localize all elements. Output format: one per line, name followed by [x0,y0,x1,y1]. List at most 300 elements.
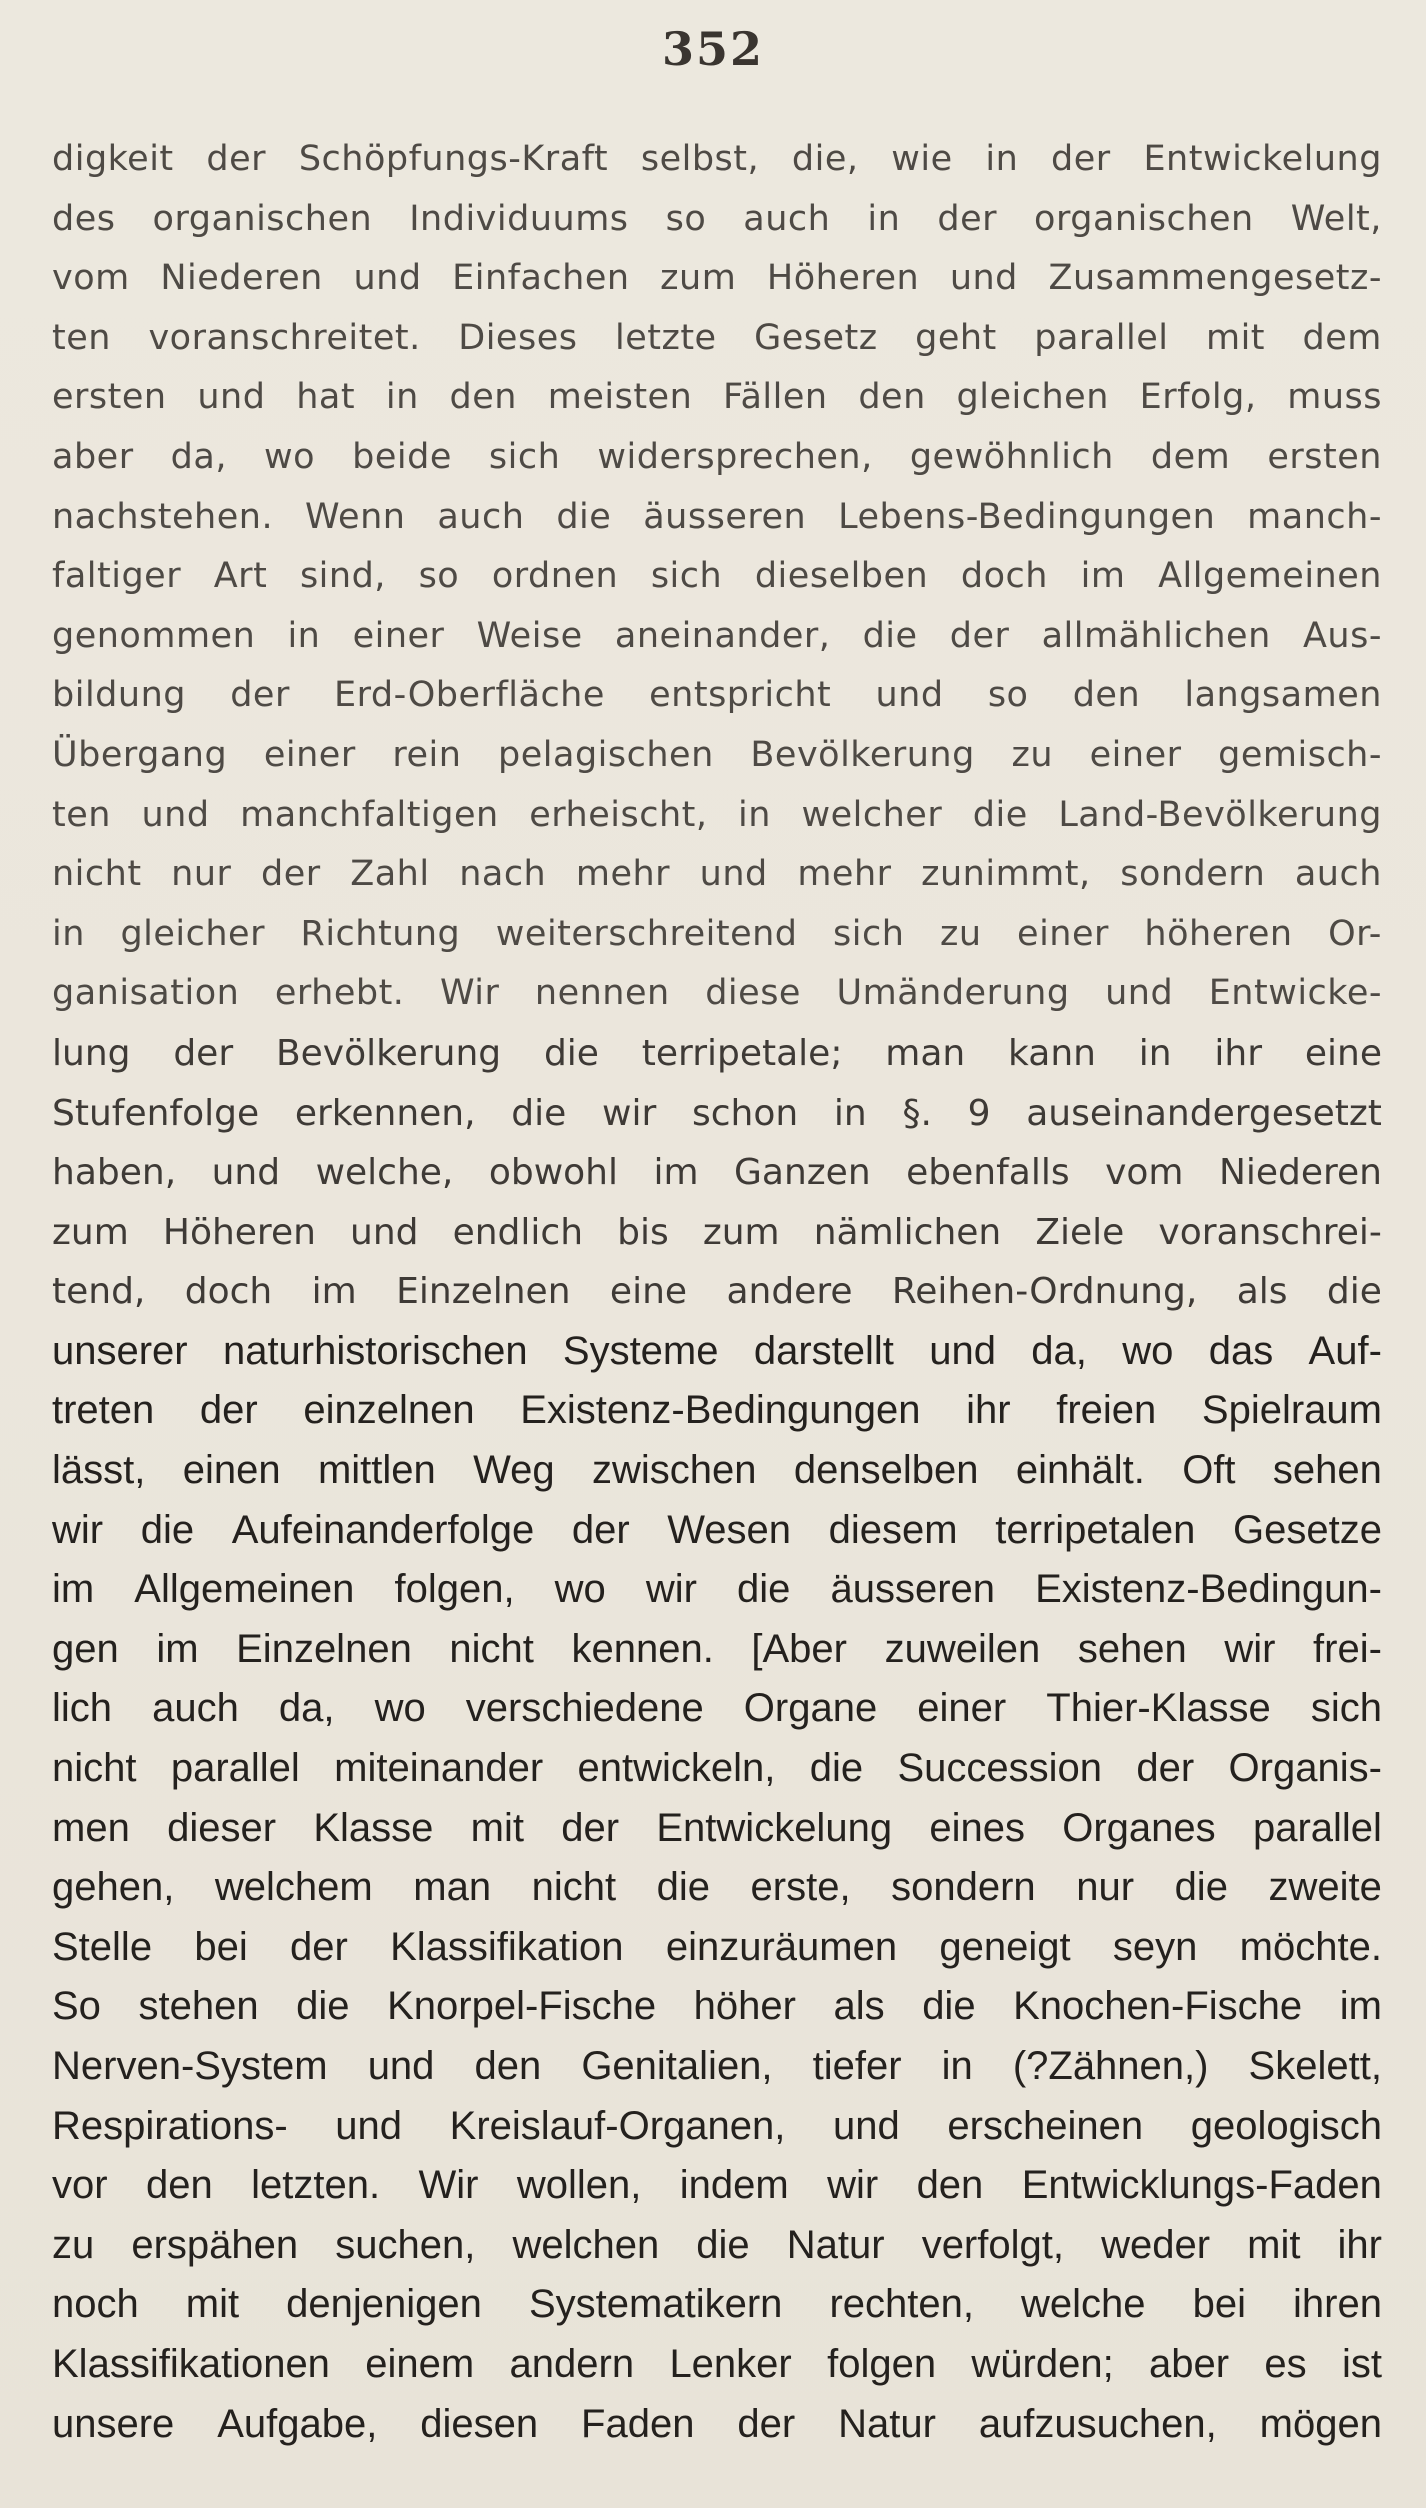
word: und [367,2044,435,2088]
word: welchem [214,1865,373,1910]
word: sehen [1272,1448,1382,1493]
word: parallel [1252,1805,1382,1850]
word: mehr [797,854,892,895]
word: voranschrei- [1158,1211,1382,1253]
word: nur [171,854,232,895]
word: indem [679,2163,789,2208]
word: unserer [52,1328,188,1373]
word: aufzusuchen, [978,2401,1217,2446]
word: lässt, [52,1448,146,1493]
text-line [52,2395,1382,2455]
text-line [52,2156,1382,2216]
word: Aus- [1302,615,1382,656]
text-line [52,1977,1382,2037]
text-line [52,2097,1382,2157]
word: Systeme [562,1328,719,1373]
word: (?Zähnen,) [1012,2044,1209,2088]
word: in [287,615,321,656]
word: äusseren [643,496,807,537]
text-line [52,1918,1382,1978]
text-line [52,607,1382,667]
word: und [197,377,266,418]
word: als [833,1984,885,2029]
word: zweite [1268,1865,1382,1910]
word: und [875,675,944,716]
word: Organe [743,1686,878,1731]
word: möchte. [1239,1924,1382,1969]
text-line [52,1560,1382,1620]
word: ten [52,317,111,358]
word: Existenz-Bedingungen [520,1388,921,1433]
word: genommen [52,615,256,656]
word: sondern [891,1865,1036,1910]
word: aneinander, [614,615,831,656]
word: Systematikern [528,2282,783,2327]
word: Umänderung [836,973,1070,1014]
word: Reihen-Ordnung, [891,1271,1198,1313]
page-number: 352 [661,22,765,76]
word: nennen [534,973,670,1014]
word: erscheinen [947,2103,1144,2148]
word: widersprechen, [597,436,873,477]
word: muss [1287,377,1382,418]
word: diese [705,973,801,1014]
text-line [52,2216,1382,2276]
word: hat [296,377,356,418]
word: und [335,2103,403,2148]
word: Richtung [300,913,461,954]
text-line [52,726,1382,786]
word: Weise [476,615,583,656]
word: geht [915,317,997,358]
word: nicht [531,1865,617,1910]
word: Faden [581,2401,695,2446]
word: mehr [575,854,671,895]
word: dem [1302,317,1382,358]
word: der [261,854,321,895]
word: vor [52,2163,108,2208]
text-line [52,1679,1382,1739]
word: geneigt [939,1924,1071,1969]
body-text [52,130,1382,2454]
word: folgen [827,2341,937,2386]
word: weiterschreitend [495,913,798,954]
word: im [1339,1984,1382,2029]
word: verfolgt, [921,2222,1064,2267]
word: parallel [170,1746,300,1791]
word: auch [437,496,525,537]
word: Respirations- [52,2103,288,2148]
word: in [867,198,901,239]
word: frei- [1313,1626,1382,1671]
word: Welt, [1290,198,1382,239]
word: die [543,1032,599,1074]
word: mit [1247,2222,1301,2267]
word: diesem [828,1507,958,1552]
word: entspricht [649,675,832,716]
word: Natur [838,2401,936,2446]
word: voranschreitet. [148,317,421,358]
word: und [929,1328,996,1373]
word: und [1105,973,1174,1014]
word: wo [264,436,316,477]
word: ersten [1267,436,1382,477]
word: sondern [1120,854,1266,895]
word: der [199,1388,258,1433]
text-line [52,1084,1382,1144]
word: eines [929,1805,1025,1850]
word: Aufeinanderfolge [231,1507,535,1552]
text-line [52,1441,1382,1501]
word: wir [827,2163,879,2208]
word: unsere [52,2401,175,2446]
word: einhält. [1015,1448,1145,1493]
word: ersten [52,377,167,418]
word: nach [459,854,547,895]
word: manchfaltigen [240,794,499,835]
word: die [922,1984,976,2029]
word: Entwickelung [1143,139,1382,179]
word: 9 [967,1092,991,1134]
text-line [52,1381,1382,1441]
text-line [52,1262,1382,1322]
word: wir [645,1567,697,1612]
word: zum [52,1211,129,1253]
text-line [52,845,1382,905]
word: das [1208,1328,1274,1373]
word: ordnen [491,556,619,597]
word: rechten, [829,2282,974,2327]
word: wo [374,1686,426,1731]
word: wo [1122,1328,1174,1373]
text-line [52,2335,1382,2395]
word: der [737,2401,796,2446]
text-line [52,1620,1382,1680]
word: einer [1017,913,1109,954]
word: welcher [801,794,943,835]
word: Wir [418,2163,479,2208]
word: ihren [1293,2282,1382,2327]
word: des [52,198,116,239]
word: Skelett, [1248,2044,1382,2088]
word: lung [52,1032,131,1074]
word: Genitalien, [581,2044,773,2088]
word: Höheren [162,1211,316,1253]
word: treten [52,1388,155,1433]
word: kennen. [571,1626,714,1671]
text-line [52,1203,1382,1263]
word: parallel [1034,317,1169,358]
word: sehen [1077,1626,1187,1671]
text-line [52,249,1382,309]
word: in [985,139,1019,179]
word: der [230,675,290,716]
word: aber [52,436,134,477]
word: organischen [1034,198,1254,239]
word: zu [1011,734,1054,775]
word: §. [902,1092,932,1134]
word: man [413,1865,492,1910]
word: den [474,2044,542,2088]
text-line [52,547,1382,607]
word: einer [352,615,445,656]
word: Land-Bevölkerung [1058,794,1382,835]
word: Spielraum [1201,1388,1382,1433]
word: stehen [138,1984,259,2029]
word: auch [743,198,831,239]
word: bei [1192,2282,1246,2327]
word: nicht [52,854,142,895]
word: Weg [473,1448,555,1493]
word: meisten [547,377,693,418]
word: Thier-Klasse [1046,1686,1271,1731]
word: kann [1008,1032,1096,1074]
word: den [449,377,517,418]
word: tiefer [812,2044,902,2088]
word: sich [650,556,723,597]
text-line [52,2037,1382,2097]
word: faltiger [52,556,182,597]
word: Zusammengesetz- [1048,258,1382,299]
word: welchen [512,2222,660,2267]
word: Erd-Oberfläche [334,675,605,716]
word: sich [1310,1686,1382,1731]
text-line [52,190,1382,250]
word: die [862,615,918,656]
word: weder [1101,2222,1211,2267]
word: Erfolg, [1139,377,1257,418]
word: tend, [52,1271,146,1313]
word: im [653,1152,699,1194]
word: wir [52,1507,104,1552]
word: im [52,1567,95,1612]
word: So [52,1984,101,2029]
word: nachstehen. [52,496,274,537]
word: nicht [52,1746,137,1791]
word: und [350,1211,419,1253]
word: und [699,854,768,895]
word: beide [352,436,452,477]
word: gemisch- [1218,734,1382,775]
word: einem [365,2341,475,2386]
word: suchen, [335,2222,476,2267]
word: Kreislauf-Organen, [449,2103,786,2148]
word: einzuräumen [665,1924,898,1969]
word: und [833,2103,900,2148]
word: im [1080,556,1126,597]
word: diesen [420,2401,539,2446]
word: letzte [614,317,717,358]
word: ihr [966,1388,1011,1433]
word: Existenz-Bedingun- [1035,1567,1382,1612]
word: seyn [1112,1924,1198,1969]
text-line [52,905,1382,965]
text-line [52,1739,1382,1799]
word: entwickeln, [577,1746,776,1791]
word: digkeit [52,139,174,179]
word: und [353,258,422,299]
word: mittlen [317,1448,436,1493]
word: da, [170,436,227,477]
word: terripetalen [995,1507,1196,1552]
word: Organes [1062,1805,1216,1850]
word: ebenfalls [906,1152,1070,1194]
word: im [311,1271,357,1313]
word: gleicher [120,913,265,954]
word: sich [488,436,561,477]
word: Einzelnen [396,1271,571,1313]
word: in [941,2044,973,2088]
text-line [52,309,1382,369]
word: Klassifikation [390,1924,624,1969]
word: zum [702,1211,780,1253]
word: wollen, [516,2163,642,2208]
word: Lenker [669,2341,792,2386]
word: Individuums [409,198,629,239]
word: schon [691,1092,799,1134]
text-line [52,2275,1382,2335]
word: freien [1056,1388,1157,1433]
word: die [656,1865,711,1910]
word: aber [1149,2341,1230,2386]
word: nur [1076,1865,1135,1910]
word: höher [693,1984,796,2029]
word: die [511,1092,567,1134]
word: Schöpfungs-Kraft [298,139,609,179]
word: nicht [449,1626,534,1671]
word: Entwickelung [656,1805,893,1850]
word: Allgemeinen [1158,556,1382,597]
word: organischen [152,198,373,239]
word: Or- [1328,913,1382,954]
word: da, [1031,1328,1087,1373]
word: dieser [167,1805,277,1850]
word: Klasse [313,1805,434,1850]
word: Knorpel-Fische [387,1984,657,2029]
word: die, [791,139,859,179]
word: ten [52,794,111,835]
word: ihr [1214,1032,1263,1074]
word: Auf- [1308,1328,1382,1373]
word: Einzelnen [236,1626,412,1671]
word: zwischen [592,1448,757,1493]
word: zu [939,913,982,954]
word: langsamen [1184,675,1382,716]
word: Organis- [1228,1746,1382,1791]
word: einer [1089,734,1182,775]
word: sind, [299,556,386,597]
word: geologisch [1190,2103,1382,2148]
word: und [141,794,210,835]
word: die [296,1984,350,2029]
text-line [52,786,1382,846]
word: die [696,2222,750,2267]
text-line [52,368,1382,428]
word: und [211,1152,281,1194]
word: auseinandergesetzt [1026,1092,1382,1134]
word: andern [509,2341,635,2386]
word: mit [470,1805,524,1850]
word: mit [1205,317,1266,358]
word: einer [917,1686,1007,1731]
word: den [916,2163,984,2208]
word: sich [833,913,905,954]
word: Succession [897,1746,1103,1791]
word: gewöhnlich [909,436,1114,477]
word: der [206,139,267,179]
word: men [52,1805,130,1850]
word: erhebt. [274,973,405,1014]
word: wo [554,1567,606,1612]
word: Gesetze [1233,1507,1382,1552]
word: naturhistorischen [222,1328,528,1373]
word: terripetale; [641,1032,843,1074]
word: Lebens-Bedingungen [838,496,1216,537]
word: einen [182,1448,281,1493]
word: Bevölkerung [750,734,975,775]
word: einzelnen [303,1388,475,1433]
word: Klassifikationen [52,2341,330,2386]
word: allmählichen [1041,615,1271,656]
word: der [290,1924,348,1969]
word: miteinander [334,1746,544,1791]
word: folgen, [394,1567,515,1612]
word: der [1136,1746,1195,1791]
word: den [145,2163,213,2208]
word: Ziele [1035,1211,1125,1253]
word: Übergang [52,734,228,775]
word: die [737,1567,791,1612]
word: welche, [315,1152,454,1194]
word: Wenn [304,496,406,537]
word: mögen [1259,2401,1382,2446]
word: der [173,1032,234,1074]
word: erspähen [131,2222,299,2267]
word: Art [213,556,268,597]
word: höheren [1144,913,1293,954]
word: darstellt [753,1328,894,1373]
word: den [1072,675,1141,716]
text-line [52,488,1382,548]
word: der [1051,139,1111,179]
word: Einfachen [452,258,630,299]
word: bis [617,1211,669,1253]
word: so [418,556,460,597]
word: der [571,1507,630,1552]
word: Bevölkerung [275,1032,502,1074]
word: lich [52,1686,113,1731]
word: im [156,1626,199,1671]
word: zuweilen [884,1626,1041,1671]
word: gen [52,1626,119,1671]
word: ist [1342,2341,1382,2386]
text-line [52,428,1382,488]
word: haben, [52,1152,177,1194]
word: obwohl [488,1152,618,1194]
word: gehen, [52,1865,175,1910]
text-line [52,130,1382,190]
word: eine [609,1271,688,1313]
word: äusseren [830,1567,996,1612]
word: erkennen, [294,1092,476,1134]
word: ihr [1337,2222,1382,2267]
word: und [949,258,1018,299]
word: bei [194,1924,248,1969]
word: auch [152,1686,239,1731]
word: der [561,1805,620,1850]
word: in [385,377,419,418]
word: einer [263,734,356,775]
